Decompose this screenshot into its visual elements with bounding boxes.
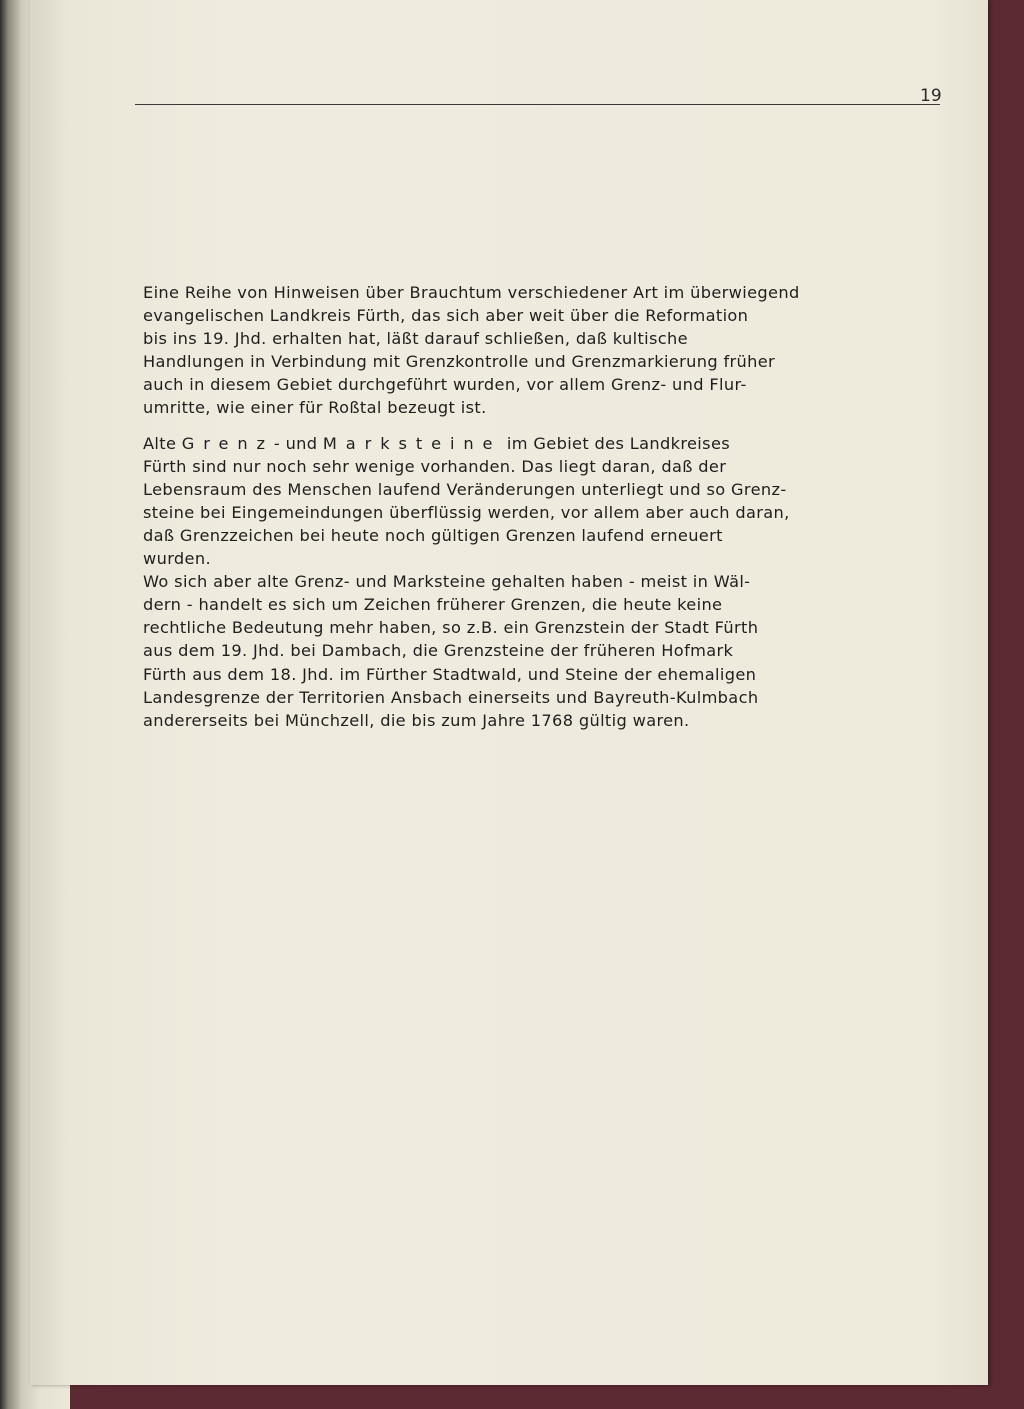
text-line: daß Grenzzeichen bei heute noch gültigen Grenzen laufend erneuert — [143, 525, 723, 545]
text-line: bis ins 19. Jhd. erhalten hat, läßt darauf schließen, daß kultische — [143, 329, 688, 349]
text-line: Handlungen in Verbindung mit Grenzkontrolle und Grenzmarkierung früher — [143, 352, 776, 372]
text-line: wurden. — [143, 549, 211, 569]
document-page — [30, 0, 988, 1385]
text-line: Fürth aus dem 18. Jhd. im Fürther Stadtwald, und Steine der ehemaligen — [143, 664, 757, 684]
text-fragment: im Gebiet des Landkreises — [501, 433, 731, 453]
text-line: steine bei Eingemeindungen überflüssig werden, vor allem aber auch daran, — [143, 502, 790, 522]
text-line: dern - handelt es sich um Zeichen früherer Grenzen, die heute keine — [143, 595, 723, 615]
text-line: rechtliche Bedeutung mehr haben, so z.B. ein Grenzstein der Stadt Fürth — [143, 618, 759, 638]
text-line: Lebensraum des Menschen laufend Veränderungen unterliegt und so Grenz- — [143, 479, 787, 499]
page-number: 19 — [920, 86, 942, 106]
text-line: andererseits bei Münchzell, die bis zum Jahre 1768 gültig waren. — [143, 710, 690, 730]
text-line: Landesgrenze der Territorien Ansbach einerseits und Bayreuth-Kulmbach — [143, 687, 759, 707]
text-line: umritte, wie einer für Roßtal bezeugt ist. — [143, 398, 487, 418]
paragraph-3 — [143, 570, 948, 732]
body-text — [143, 281, 948, 732]
text-line-with-emphasis — [143, 432, 948, 455]
text-line: evangelischen Landkreis Fürth, das sich aber weit über die Reformation — [143, 306, 749, 326]
text-fragment: Alte — [143, 433, 182, 453]
text-line: Fürth sind nur noch sehr wenige vorhanden. Das liegt daran, daß der — [143, 456, 727, 476]
paragraph-1 — [143, 281, 948, 420]
paragraph-2 — [143, 432, 948, 571]
text-line: Wo sich aber alte Grenz- und Marksteine gehalten haben - meist in Wäl- — [143, 572, 751, 592]
text-line: auch in diesem Gebiet durchgeführt wurden, vor allem Grenz- und Flur- — [143, 375, 747, 395]
text-line: aus dem 19. Jhd. bei Dambach, die Grenzsteine der früheren Hofmark — [143, 641, 734, 661]
text-line: Eine Reihe von Hinweisen über Brauchtum verschiedener Art im überwiegend — [143, 283, 800, 302]
spaced-emphasis-grenz: Grenz — [181, 433, 274, 453]
header-rule — [135, 104, 940, 105]
text-fragment: - und — [273, 433, 323, 453]
spaced-emphasis-marksteine: Marksteine — [322, 433, 502, 453]
